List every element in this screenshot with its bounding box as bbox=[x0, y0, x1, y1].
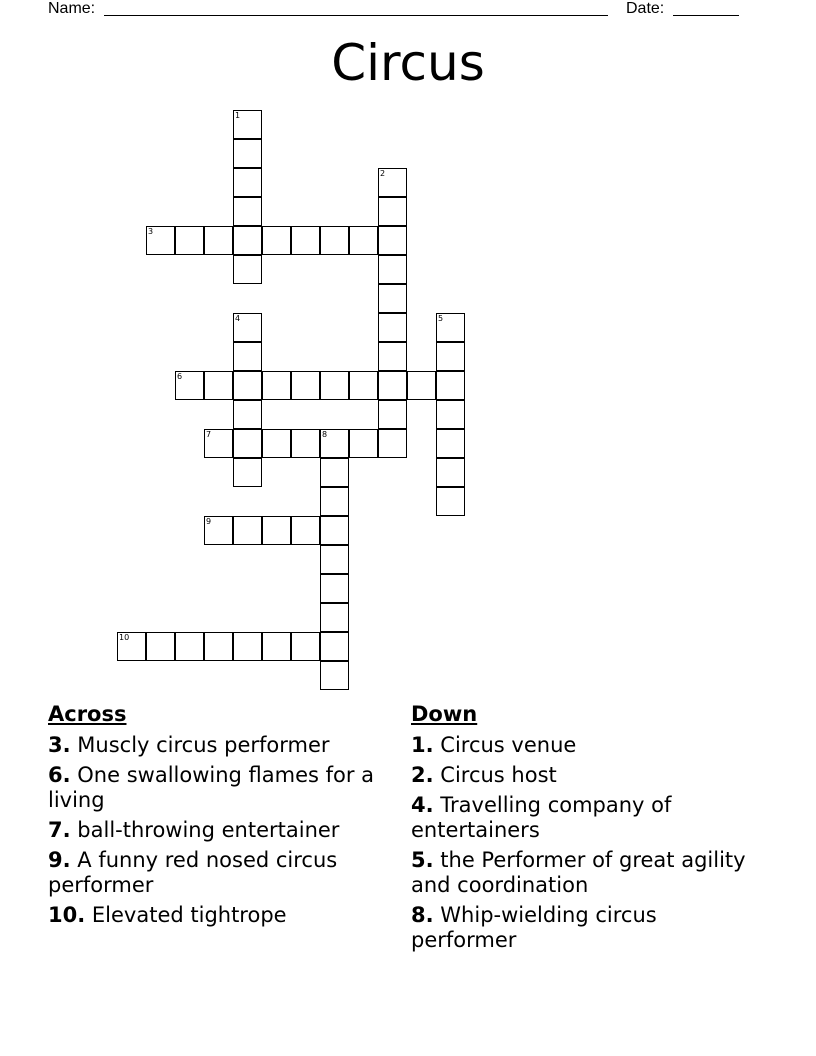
grid-cell[interactable] bbox=[291, 226, 320, 255]
puzzle-title: Circus bbox=[331, 34, 485, 92]
grid-cell[interactable] bbox=[233, 255, 262, 284]
clue-across-10: 10. Elevated tightrope bbox=[48, 903, 287, 927]
clue-number: 1 bbox=[235, 111, 241, 120]
grid-cell[interactable] bbox=[262, 429, 291, 458]
grid-cell[interactable] bbox=[262, 226, 291, 255]
clue-number: 8 bbox=[322, 430, 328, 439]
grid-cell[interactable] bbox=[320, 226, 349, 255]
grid-cell[interactable] bbox=[436, 429, 465, 458]
grid-cell[interactable] bbox=[204, 371, 233, 400]
clue-across-6: 6. One swallowing flames for a living bbox=[48, 763, 375, 812]
grid-cell[interactable] bbox=[407, 371, 436, 400]
grid-cell[interactable] bbox=[320, 661, 349, 690]
grid-cell[interactable] bbox=[349, 429, 378, 458]
grid-cell[interactable] bbox=[233, 197, 262, 226]
clue-down-5: 5. the Performer of great agility and coordination bbox=[411, 848, 746, 897]
grid-cell[interactable] bbox=[378, 429, 407, 458]
grid-cell[interactable] bbox=[436, 400, 465, 429]
grid-cell[interactable] bbox=[320, 429, 349, 458]
grid-cell[interactable] bbox=[291, 429, 320, 458]
grid-cell[interactable] bbox=[320, 371, 349, 400]
clue-number: 3 bbox=[148, 227, 154, 236]
clue-down-4: 4. Travelling company of entertainers bbox=[411, 793, 672, 842]
grid-cell[interactable] bbox=[378, 226, 407, 255]
clue-number: 2 bbox=[380, 169, 386, 178]
down-heading: Down bbox=[411, 702, 478, 726]
clue-number: 6 bbox=[177, 372, 183, 381]
clue-down-1: 1. Circus venue bbox=[411, 733, 577, 757]
grid-cell[interactable] bbox=[378, 284, 407, 313]
clue-down-2: 2. Circus host bbox=[411, 763, 557, 787]
grid-cell[interactable] bbox=[233, 110, 262, 139]
clue-across-9: 9. A funny red nosed circus performer bbox=[48, 848, 338, 897]
grid-cell[interactable] bbox=[378, 197, 407, 226]
grid-cell[interactable] bbox=[320, 632, 349, 661]
grid-cell[interactable] bbox=[175, 226, 204, 255]
grid-cell[interactable] bbox=[349, 226, 378, 255]
grid-cell[interactable] bbox=[233, 429, 262, 458]
grid-cell[interactable] bbox=[378, 400, 407, 429]
grid-cell[interactable] bbox=[262, 516, 291, 545]
grid-cell[interactable] bbox=[291, 371, 320, 400]
grid-cell[interactable] bbox=[378, 371, 407, 400]
grid-cell[interactable] bbox=[320, 516, 349, 545]
grid-cell[interactable] bbox=[436, 458, 465, 487]
grid-cell[interactable] bbox=[378, 255, 407, 284]
grid-cell[interactable] bbox=[349, 371, 378, 400]
grid-cell[interactable] bbox=[436, 487, 465, 516]
grid-cell[interactable] bbox=[175, 632, 204, 661]
grid-cell[interactable] bbox=[320, 603, 349, 632]
grid-cell[interactable] bbox=[204, 516, 233, 545]
grid-cell[interactable] bbox=[320, 487, 349, 516]
across-clues bbox=[48, 702, 388, 933]
grid-cell[interactable] bbox=[262, 632, 291, 661]
clue-number: 7 bbox=[206, 430, 212, 439]
name-label: Name: bbox=[48, 0, 96, 17]
clue-number: 10 bbox=[119, 633, 130, 642]
grid-cell[interactable] bbox=[291, 632, 320, 661]
grid-cell[interactable] bbox=[146, 632, 175, 661]
grid-cell[interactable] bbox=[117, 632, 146, 661]
grid-cell[interactable] bbox=[436, 371, 465, 400]
grid-cell[interactable] bbox=[378, 313, 407, 342]
grid-cell[interactable] bbox=[233, 226, 262, 255]
grid-cell[interactable] bbox=[204, 226, 233, 255]
date-label: Date: bbox=[626, 0, 665, 17]
grid-cell[interactable] bbox=[233, 371, 262, 400]
grid-cell[interactable] bbox=[233, 400, 262, 429]
grid-cell[interactable] bbox=[233, 632, 262, 661]
clue-across-3: 3. Muscly circus performer bbox=[48, 733, 330, 757]
grid-cell[interactable] bbox=[204, 429, 233, 458]
grid-cell[interactable] bbox=[146, 226, 175, 255]
grid-cell[interactable] bbox=[320, 458, 349, 487]
grid-cell[interactable] bbox=[320, 545, 349, 574]
grid-cell[interactable] bbox=[233, 458, 262, 487]
grid-cell[interactable] bbox=[378, 168, 407, 197]
grid-cell[interactable] bbox=[233, 342, 262, 371]
clue-number: 5 bbox=[438, 314, 444, 323]
grid-cell[interactable] bbox=[378, 342, 407, 371]
grid-cell[interactable] bbox=[233, 168, 262, 197]
grid-cell[interactable] bbox=[436, 342, 465, 371]
down-clues bbox=[411, 702, 751, 958]
grid-cell[interactable] bbox=[436, 313, 465, 342]
clue-down-8: 8. Whip-wielding circus performer bbox=[411, 903, 657, 952]
clue-number: 4 bbox=[235, 314, 241, 323]
grid-cell[interactable] bbox=[320, 574, 349, 603]
grid-cell[interactable] bbox=[233, 516, 262, 545]
grid-cell[interactable] bbox=[262, 371, 291, 400]
grid-cell[interactable] bbox=[233, 139, 262, 168]
grid-cell[interactable] bbox=[291, 516, 320, 545]
grid-cell[interactable] bbox=[233, 313, 262, 342]
clue-number: 9 bbox=[206, 517, 212, 526]
grid-cell[interactable] bbox=[204, 632, 233, 661]
clue-across-7: 7. ball-throwing entertainer bbox=[48, 818, 340, 842]
grid-cell[interactable] bbox=[175, 371, 204, 400]
across-heading: Across bbox=[48, 702, 127, 726]
